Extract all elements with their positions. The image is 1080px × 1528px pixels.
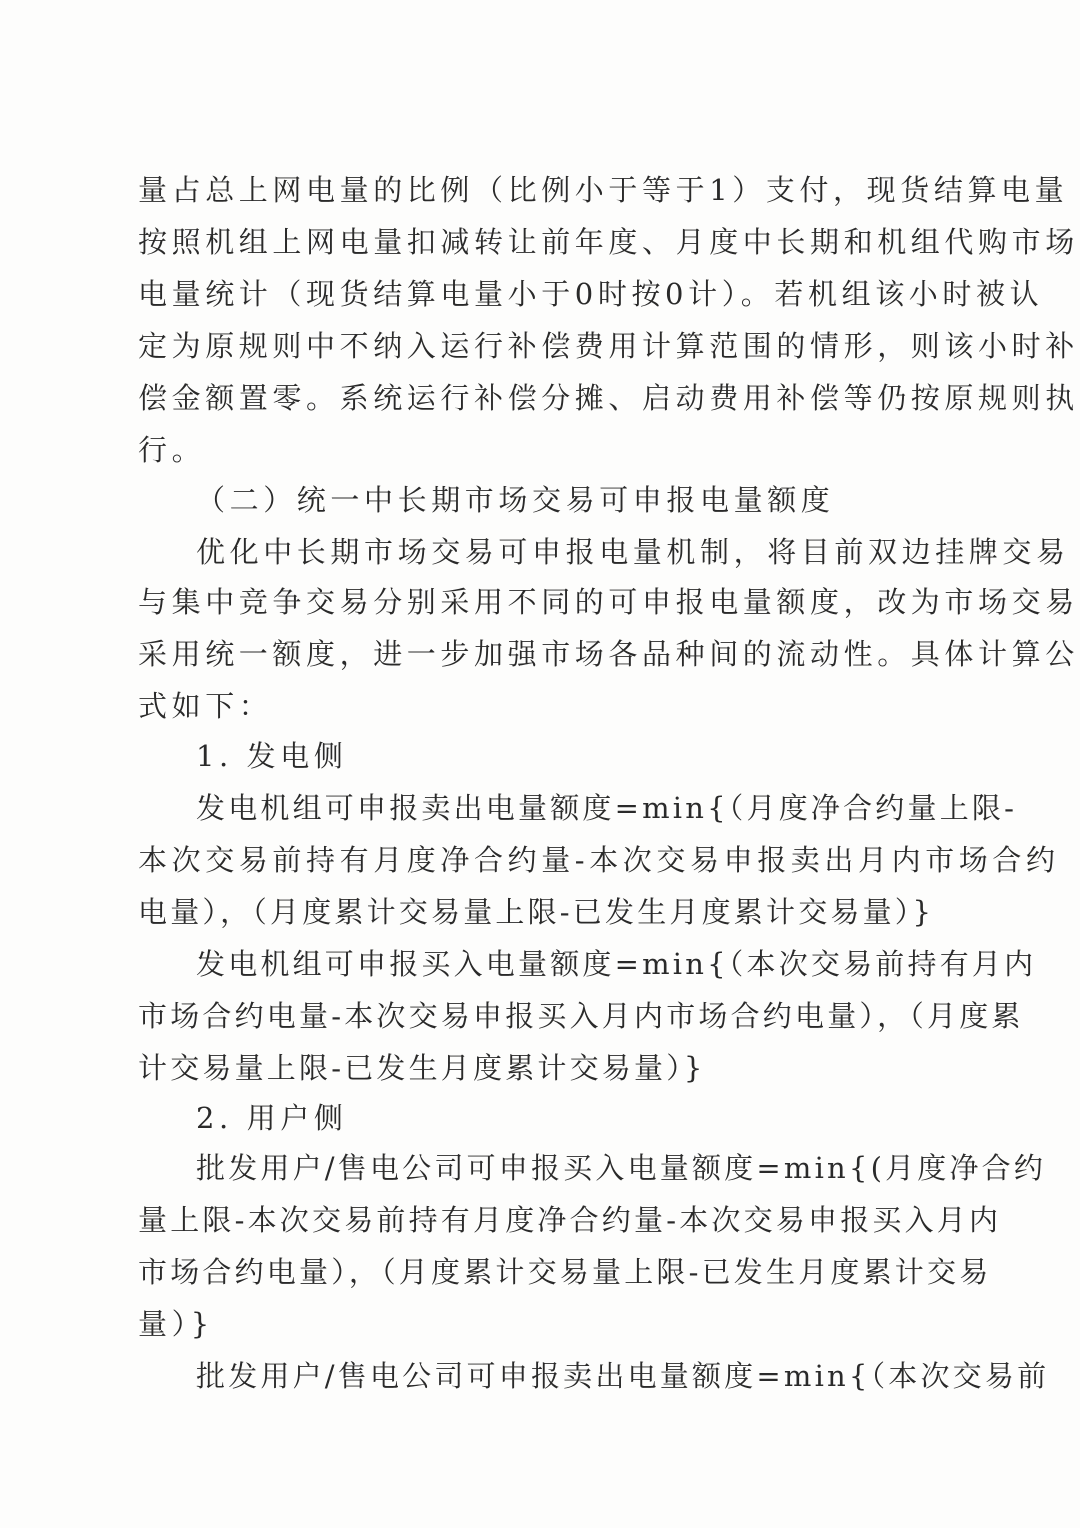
formula-line: 本次交易前持有月度净合约量-本次交易申报卖出月内市场合约	[138, 843, 1060, 877]
formula-line: 发电机组可申报买入电量额度=min{（本次交易前持有月内	[196, 947, 1037, 981]
paragraph-line: 优化中长期市场交易可申报电量机制，将目前双边挂牌交易	[196, 535, 1070, 569]
paragraph-line: 量占总上网电量的比例（比例小于等于1）支付，现货结算电量	[138, 173, 1069, 207]
paragraph-line: 定为原规则中不纳入运行补偿费用计算范围的情形，则该小时补	[138, 329, 1079, 363]
formula-line: 市场合约电量-本次交易申报买入月内市场合约电量），（月度累	[138, 999, 1024, 1033]
formula-line: 量上限-本次交易前持有月度净合约量-本次交易申报买入月内	[138, 1203, 1002, 1237]
formula-line: 批发用户/售电公司可申报买入电量额度=min{(月度净合约	[196, 1151, 1047, 1185]
paragraph-line: 行。	[138, 433, 206, 467]
formula-line: 市场合约电量），（月度累计交易量上限-已发生月度累计交易	[138, 1255, 992, 1289]
formula-line: 计交易量上限-已发生月度累计交易量）}	[138, 1051, 706, 1085]
formula-line: 批发用户/售电公司可申报卖出电量额度=min{（本次交易前	[196, 1359, 1050, 1393]
formula-line: 电量），（月度累计交易量上限-已发生月度累计交易量）}	[138, 895, 935, 929]
paragraph-line: 按照机组上网电量扣减转让前年度、月度中长期和机组代购市场	[138, 225, 1079, 259]
section-heading: （二）统一中长期市场交易可申报电量额度	[196, 483, 835, 517]
paragraph-line: 偿金额置零。系统运行补偿分摊、启动费用补偿等仍按原规则执	[138, 381, 1079, 415]
list-heading: 1. 发电侧	[196, 739, 348, 773]
formula-line: 量）}	[138, 1307, 214, 1341]
paragraph-line: 式如下：	[138, 689, 273, 723]
paragraph-line: 采用统一额度，进一步加强市场各品种间的流动性。具体计算公	[138, 637, 1079, 671]
formula-line: 发电机组可申报卖出电量额度=min{（月度净合约量上限-	[196, 791, 1018, 825]
paragraph-line: 电量统计（现货结算电量小于0时按0计）。若机组该小时被认	[138, 277, 1044, 311]
paragraph-line: 与集中竞争交易分别采用不同的可申报电量额度，改为市场交易	[138, 585, 1079, 619]
list-heading: 2. 用户侧	[196, 1101, 348, 1135]
